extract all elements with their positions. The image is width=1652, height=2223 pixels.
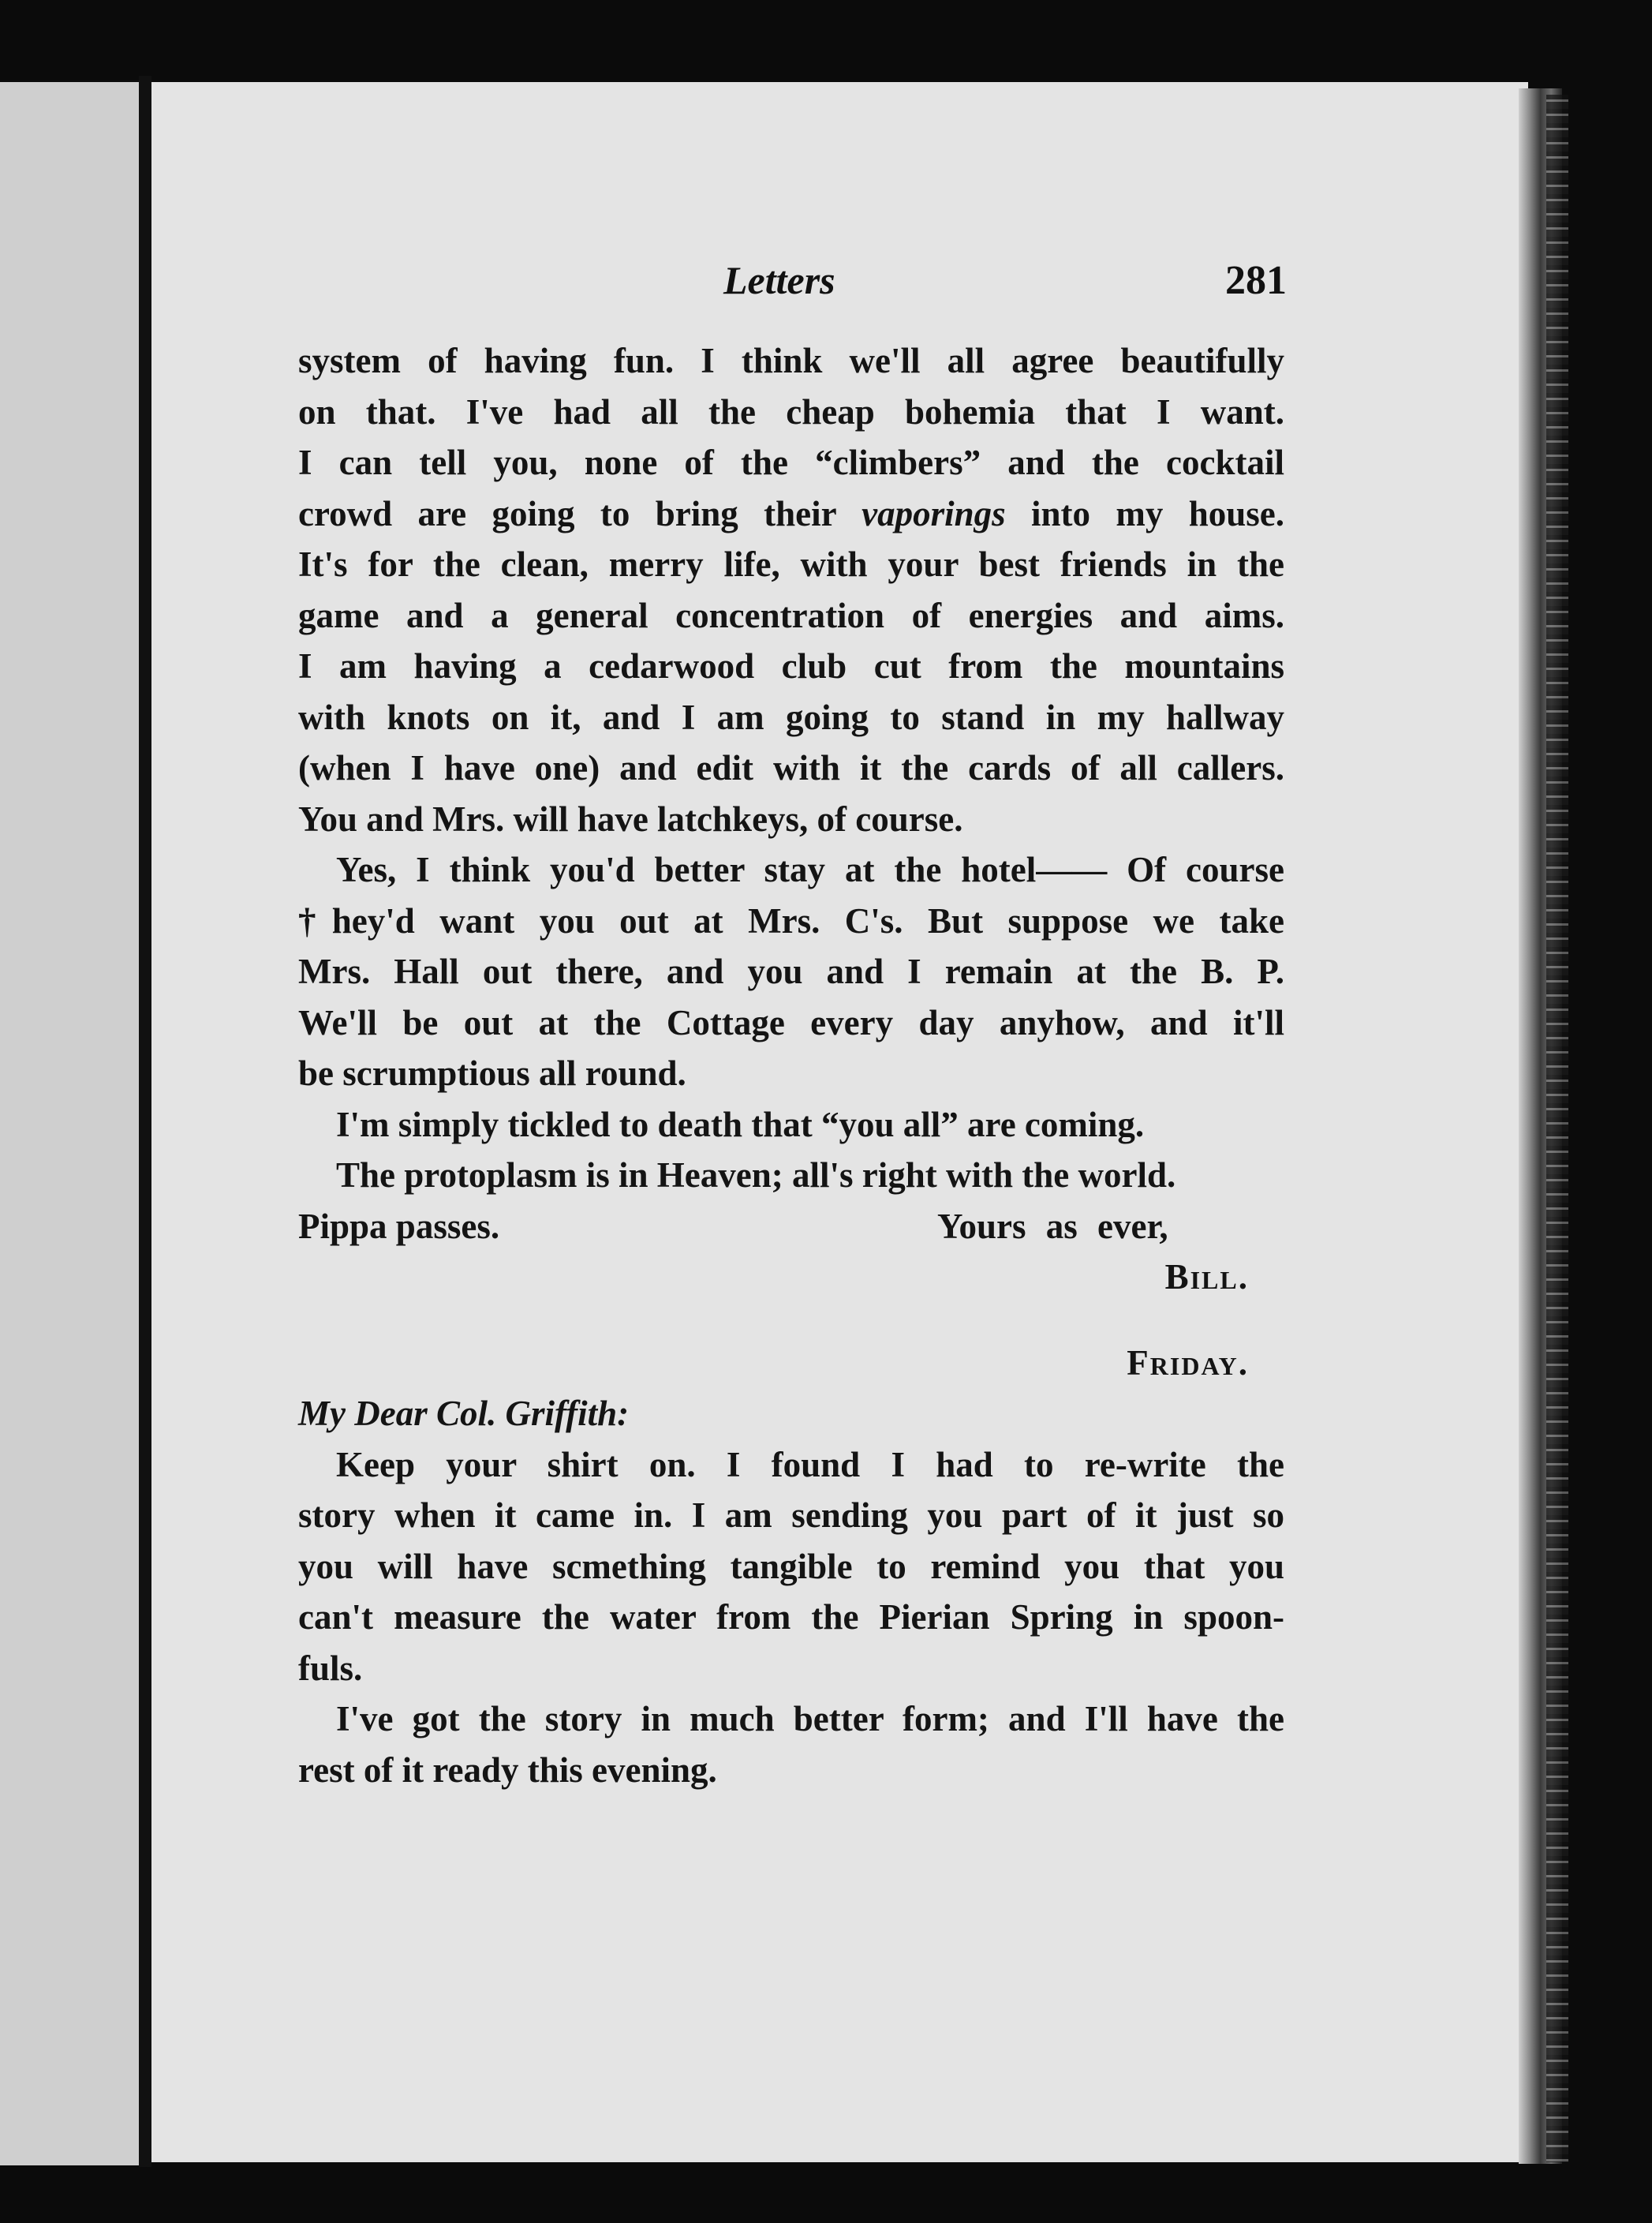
text-line: can't measure the water from the Pierian Spring in spoon- <box>298 1597 1284 1637</box>
text-run: crowd are going to bring their <box>298 493 862 533</box>
text-line: It's for the clean, merry life, with your best friends in the <box>298 545 1284 584</box>
salutation: My Dear Col. Griffith: <box>298 1394 630 1433</box>
text-run: into my house. <box>1005 493 1284 533</box>
text-line <box>298 488 1284 540</box>
text-line: with knots on it, and I am going to stand in my hallway <box>298 697 1284 737</box>
book-gutter <box>139 76 151 2167</box>
text-line: The protoplasm is in Heaven; all's right with the world. <box>336 1155 1176 1195</box>
text-line: game and a general concentration of energies and aims. <box>298 595 1284 635</box>
date-row <box>298 1338 1284 1389</box>
text-line: system of having fun. I think we'll all agree beautifully <box>298 341 1284 380</box>
text-line: You and Mrs. will have latchkeys, of course. <box>298 799 963 839</box>
text-line: be scrumptious all round. <box>298 1053 686 1093</box>
text-line: I can tell you, none of the “climbers” and the cocktail <box>298 443 1284 482</box>
text-line: Keep your shirt on. I found I had to re-write the <box>336 1444 1284 1484</box>
text-line: story when it came in. I am sending you part of it just so <box>298 1495 1284 1535</box>
page-edge-shadow <box>1546 95 1568 2162</box>
text-line: I am having a cedarwood club cut from the mountains <box>298 646 1284 686</box>
signature: Bill. <box>1164 1257 1249 1297</box>
page-number: 281 <box>1225 258 1287 303</box>
text-line: †hey'd want you out at Mrs. C's. But suppose we take <box>298 900 1284 941</box>
closing-left: Pippa passes. <box>298 1206 500 1246</box>
closing-row <box>298 1201 1284 1252</box>
running-head <box>300 257 1286 320</box>
text-line: fuls. <box>298 1648 363 1688</box>
text-line: on that. I've had all the cheap bohemia that I want. <box>298 391 1284 432</box>
closing-right: Yours as ever, <box>937 1206 1168 1246</box>
left-page-fragment <box>0 82 142 2165</box>
text-line: Mrs. Hall out there, and you and I remain at the B. P. <box>298 952 1284 991</box>
text-line: We'll be out at the Cottage every day anyhow, and it'll <box>298 1002 1284 1042</box>
text-line: I'm simply tickled to death that “you all” are coming. <box>336 1104 1145 1144</box>
italic-word: vaporings <box>862 493 1006 533</box>
running-title: Letters <box>723 258 835 302</box>
text-line: I've got the story in much better form; and I'll have the <box>336 1699 1284 1738</box>
text-line: Yes, I think you'd better stay at the hotel—— Of course <box>336 850 1284 889</box>
signature-row <box>298 1252 1284 1303</box>
text-line: (when I have one) and edit with it the cards of all callers. <box>298 748 1284 788</box>
text-line: you will have scmething tangible to remind you that you <box>298 1546 1284 1586</box>
letter-date: Friday. <box>1127 1342 1249 1383</box>
text-line: rest of it ready this evening. <box>298 1750 717 1790</box>
body-text <box>298 335 1284 1795</box>
